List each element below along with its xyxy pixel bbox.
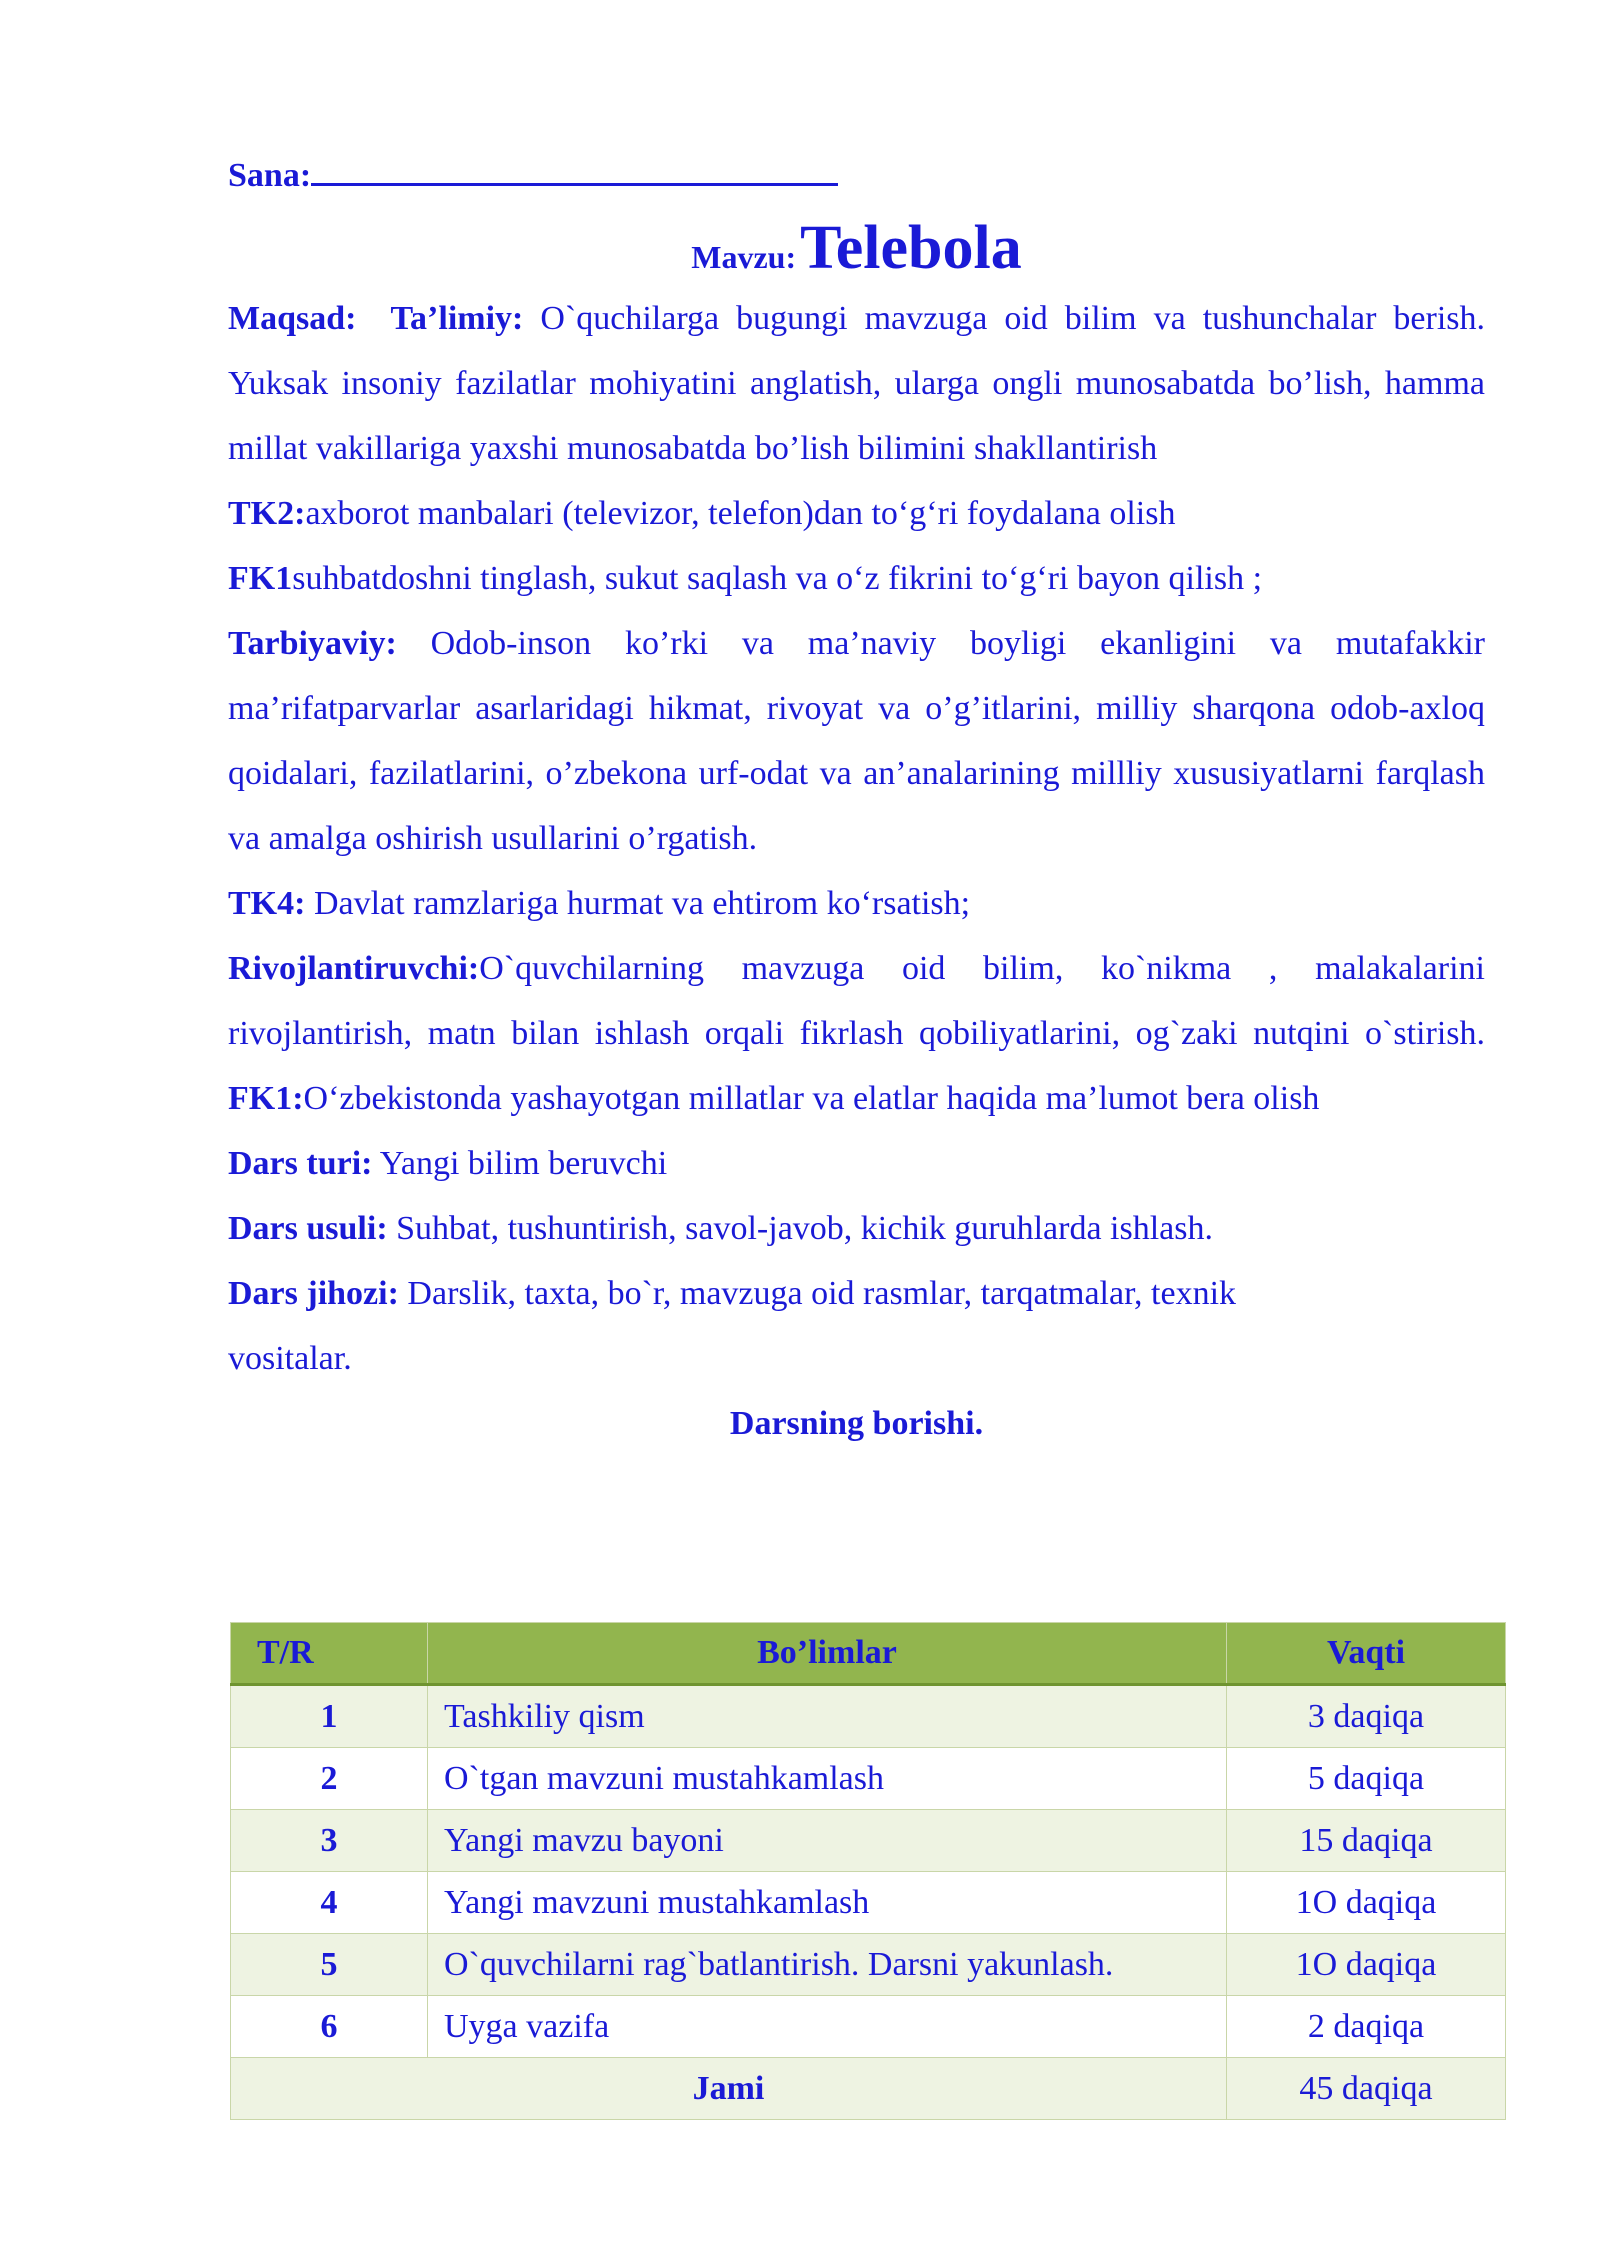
tk4-text: Davlat ramzlariga hurmat va ehtirom ko‘rsatish;: [313, 885, 971, 922]
lesson-method-line: [228, 1196, 1485, 1261]
row-time: 1O daqiqa: [1227, 1872, 1506, 1934]
educational-text: O`quchilarga bugungi mavzuga oid bilim va tushunchalar berish. Yuksak insoniy fazilatlar mohiyatini anglatish, ularga ongli munosabatda bo’lish, hamma millat vakillariga yaxshi munosabatda bo’lish bilimini shakllantirish: [228, 300, 1486, 467]
upbringing-text: Odob-inson ko’rki va ma’naviy boyligi ekanligini va mutafakkir ma’rifatparvarlar asarlaridagi hikmat, rivoyat va o’g’itlarini, milliy sharqona odob-axloq qoidalari, fazilatlarini, o’zbekona urf-odat va an’analarining millliy xususiyatlarni farqlash va amalga oshirish usullarini o’rgatish.: [228, 625, 1486, 857]
fk1b-text: O‘zbekistonda yashayotgan millatlar va elatlar haqida ma’lumot bera olish: [303, 1080, 1320, 1117]
educational-label: Ta’limiy:: [390, 300, 524, 337]
lesson-type-line: [228, 1131, 1485, 1196]
lesson-flow-title: Darsning borishi.: [729, 1405, 984, 1442]
row-number: 6: [231, 1996, 428, 2058]
lesson-equipment-text: Darslik, taxta, bo`r, mavzuga oid rasmlar, tarqatmalar, texnik vositalar.: [228, 1275, 1237, 1377]
lesson-type-text: Yangi bilim beruvchi: [379, 1145, 668, 1182]
total-time: 45 daqiqa: [1227, 2058, 1506, 2120]
row-section: Yangi mavzuni mustahkamlash: [428, 1872, 1227, 1934]
row-section: Uyga vazifa: [428, 1996, 1227, 2058]
developmental-text: O`quvchilarning mavzuga oid bilim, ko`nikma , malakalarini rivojlantirish, matn bilan ishlash orqali fikrlash qobiliyatlarini, og`zaki nutqini o`stirish.: [228, 950, 1485, 1052]
row-number: 3: [231, 1810, 428, 1872]
lesson-equipment-label: Dars jihozi:: [228, 1275, 399, 1312]
table-row: [231, 1872, 1506, 1934]
goal-paragraph: [228, 286, 1485, 481]
date-label: Sana:: [228, 157, 312, 194]
row-time: 2 daqiqa: [1227, 1996, 1506, 2058]
row-section: Tashkiliy qism: [428, 1685, 1227, 1748]
row-section: O`tgan mavzuni mustahkamlash: [428, 1748, 1227, 1810]
row-number: 2: [231, 1748, 428, 1810]
lesson-method-text: Suhbat, tushuntirish, savol-javob, kichik guruhlarda ishlash.: [396, 1210, 1213, 1247]
goal-label: Maqsad:: [228, 300, 357, 337]
table-total-row: [231, 2058, 1506, 2120]
lesson-equipment-line: [228, 1261, 1368, 1391]
tk4-paragraph: [228, 871, 1485, 936]
fk1b-label: FK1:: [228, 1080, 304, 1117]
topic-heading: [228, 208, 1485, 288]
row-time: 1O daqiqa: [1227, 1934, 1506, 1996]
row-number: 1: [231, 1685, 428, 1748]
developmental-paragraph: [228, 936, 1485, 1131]
table-row: [231, 1934, 1506, 1996]
tk2-paragraph: [228, 481, 1485, 546]
tk4-label: TK4:: [228, 885, 306, 922]
row-time: 3 daqiqa: [1227, 1685, 1506, 1748]
total-label: Jami: [231, 2058, 1227, 2120]
developmental-label: Rivojlantiruvchi:: [228, 950, 480, 987]
column-header-number: T/R: [231, 1623, 428, 1685]
lesson-method-label: Dars usuli:: [228, 1210, 388, 1247]
upbringing-paragraph: [228, 611, 1485, 871]
column-header-sections: Bo’limlar: [428, 1623, 1227, 1685]
lesson-plan-table: [230, 1622, 1506, 2120]
topic-title: Telebola: [800, 214, 1022, 282]
tk2-label: TK2:: [228, 495, 306, 532]
column-header-time: Vaqti: [1227, 1623, 1506, 1685]
row-section: O`quvchilarni rag`batlantirish. Darsni yakunlash.: [428, 1934, 1227, 1996]
table-row: [231, 1748, 1506, 1810]
table-row: [231, 1810, 1506, 1872]
lesson-plan-page: [228, 150, 1485, 1456]
lesson-type-label: Dars turi:: [228, 1145, 373, 1182]
fk1-text: suhbatdoshni tinglash, sukut saqlash va o‘z fikrini to‘g‘ri bayon qilish ;: [292, 560, 1263, 597]
topic-label: Mavzu:: [691, 239, 797, 275]
row-time: 5 daqiqa: [1227, 1748, 1506, 1810]
row-time: 15 daqiqa: [1227, 1810, 1506, 1872]
date-line: [228, 150, 1485, 202]
date-blank: [311, 151, 838, 186]
fk1-label: FK1: [228, 560, 293, 597]
fk1-paragraph: [228, 546, 1485, 611]
tk2-text: axborot manbalari (televizor, telefon)dan to‘g‘ri foydalana olish: [305, 495, 1176, 532]
upbringing-label: Tarbiyaviy:: [228, 625, 397, 662]
row-number: 4: [231, 1872, 428, 1934]
row-number: 5: [231, 1934, 428, 1996]
row-section: Yangi mavzu bayoni: [428, 1810, 1227, 1872]
table-row: [231, 1685, 1506, 1748]
table-header-row: [231, 1623, 1506, 1685]
table-row: [231, 1996, 1506, 2058]
